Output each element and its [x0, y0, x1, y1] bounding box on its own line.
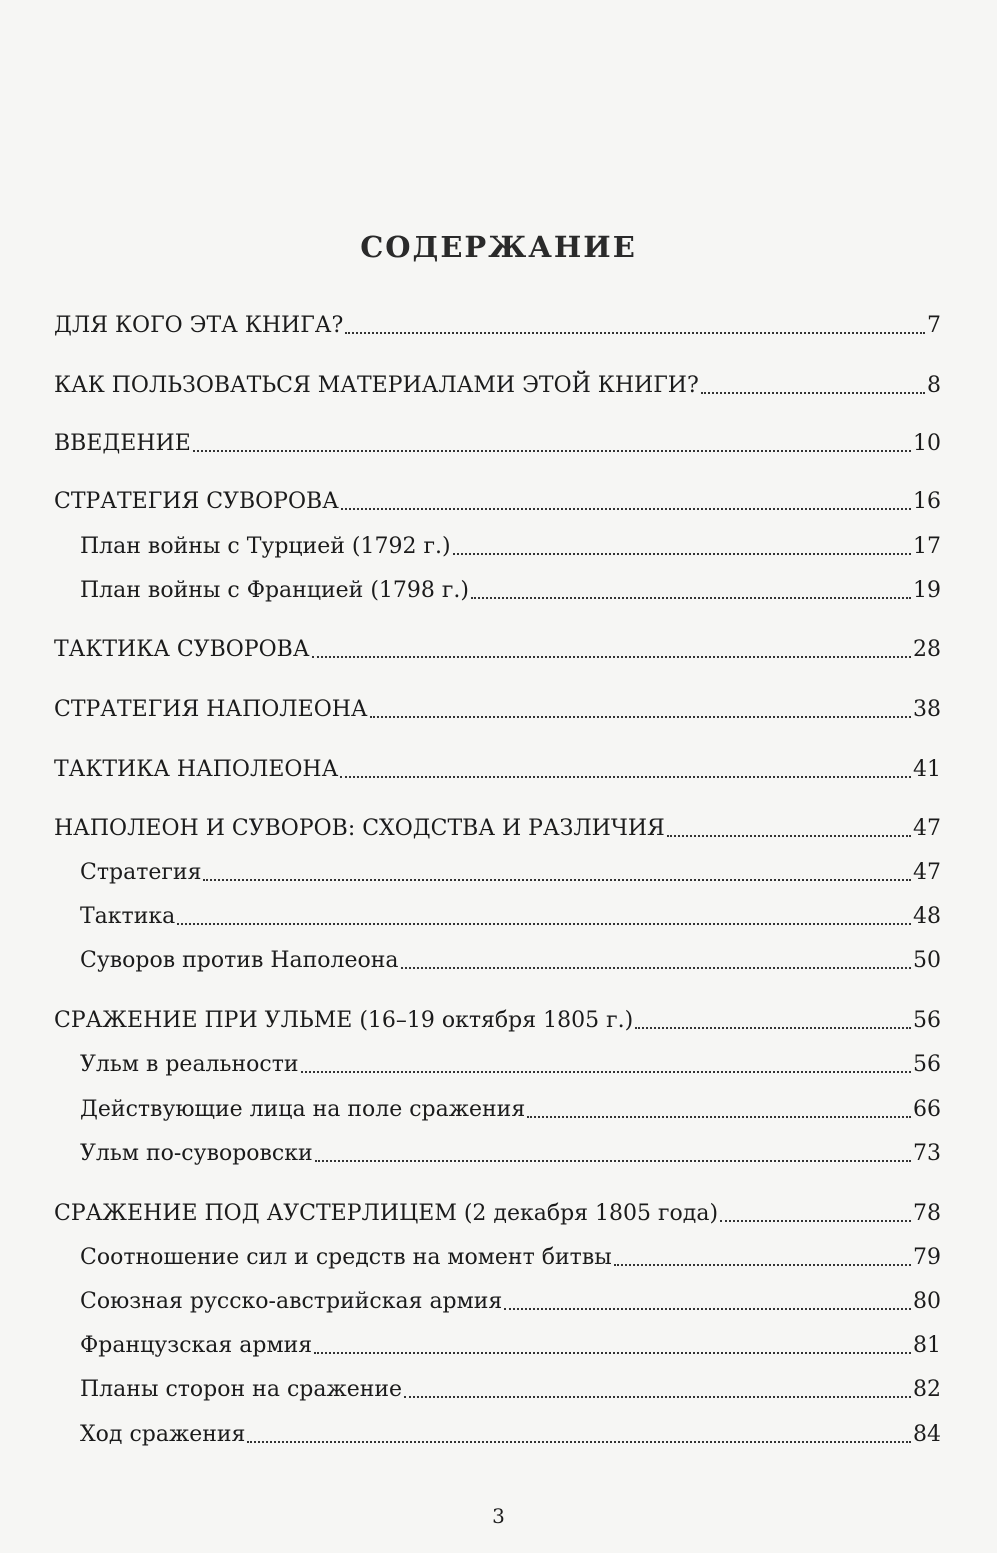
dot-leader — [720, 1220, 911, 1222]
toc-entry-page: 79 — [913, 1245, 941, 1270]
toc-entry-label: СТРАТЕГИЯ НАПОЛЕОНА — [54, 697, 368, 722]
toc-entry — [54, 1007, 941, 1035]
toc-entry-label: КАК ПОЛЬЗОВАТЬСЯ МАТЕРИАЛАМИ ЭТОЙ КНИГИ? — [54, 373, 699, 398]
dot-leader — [404, 1396, 911, 1398]
toc-entry-page: 50 — [913, 948, 941, 973]
dot-leader — [635, 1027, 911, 1029]
toc-entry — [54, 488, 941, 516]
page-number: 3 — [492, 1504, 505, 1528]
dot-leader — [315, 1160, 911, 1162]
toc-entry-label: Тактика — [80, 904, 176, 929]
toc-entry-label: ТАКТИКА СУВОРОВА — [54, 637, 310, 662]
toc-entry — [54, 815, 941, 843]
toc-entry-page: 56 — [913, 1052, 941, 1077]
toc-entry-label: ТАКТИКА НАПОЛЕОНА — [54, 757, 339, 782]
toc-subentry — [80, 1140, 941, 1168]
toc-entry-page: 7 — [927, 313, 941, 338]
toc-entry-label: Стратегия — [80, 860, 202, 885]
toc-entry-page: 28 — [913, 637, 941, 662]
toc-entry-label: Соотношение сил и средств на момент битвы — [80, 1245, 612, 1270]
dot-leader — [340, 776, 911, 778]
toc-entry-page: 48 — [913, 904, 941, 929]
toc-entry-page: 56 — [913, 1008, 941, 1033]
toc-entry-page: 80 — [913, 1289, 941, 1314]
dot-leader — [345, 332, 925, 334]
toc-entry-label: Ульм в реальности — [80, 1052, 299, 1077]
toc-subentry — [80, 1051, 941, 1079]
toc-subentry — [80, 1244, 941, 1272]
toc-subentry — [80, 533, 941, 561]
toc-entry-label: СРАЖЕНИЕ ПОД АУСТЕРЛИЦЕМ (2 декабря 1805 года) — [54, 1201, 719, 1226]
dot-leader — [301, 1071, 911, 1073]
dot-leader — [177, 923, 911, 925]
dot-leader — [453, 553, 911, 555]
toc-entry-page: 81 — [913, 1333, 941, 1358]
toc-subentry — [80, 577, 941, 605]
toc-entry-label: Ульм по-суворовски — [80, 1141, 313, 1166]
toc-entry-page: 19 — [913, 578, 941, 603]
toc-entry-page: 82 — [913, 1377, 941, 1402]
toc-entry-label: Планы сторон на сражение — [80, 1377, 403, 1402]
toc-entry — [54, 1200, 941, 1228]
toc-subentry — [80, 1376, 941, 1404]
toc-entry-label: Суворов против Наполеона — [80, 948, 399, 973]
dot-leader — [527, 1116, 911, 1118]
toc-subentry — [80, 947, 941, 975]
dot-leader — [614, 1264, 911, 1266]
page-title: СОДЕРЖАНИЕ — [360, 230, 637, 264]
toc-subentry — [80, 1421, 941, 1449]
toc-entry-label: Французская армия — [80, 1333, 313, 1358]
toc-subentry — [80, 859, 941, 887]
toc-entry-label: СТРАТЕГИЯ СУВОРОВА — [54, 489, 339, 514]
toc-subentry — [80, 903, 941, 931]
toc-entry-page: 47 — [913, 816, 941, 841]
toc-subentry — [80, 1288, 941, 1316]
toc-entry-label: СРАЖЕНИЕ ПРИ УЛЬМЕ (16–19 октября 1805 г.) — [54, 1008, 634, 1033]
dot-leader — [193, 450, 911, 452]
toc-entry-label: ДЛЯ КОГО ЭТА КНИГА? — [54, 313, 344, 338]
dot-leader — [341, 508, 911, 510]
toc-entry — [54, 312, 941, 340]
toc-entry — [54, 372, 941, 400]
dot-leader — [203, 879, 911, 881]
toc-entry-page: 84 — [913, 1422, 941, 1447]
toc-entry-page: 66 — [913, 1097, 941, 1122]
toc-entry-page: 41 — [913, 757, 941, 782]
toc-entry-page: 47 — [913, 860, 941, 885]
toc-entry-page: 8 — [927, 373, 941, 398]
toc-entry-page: 78 — [913, 1201, 941, 1226]
toc-entry-label: Действующие лица на поле сражения — [80, 1097, 526, 1122]
toc-entry-page: 73 — [913, 1141, 941, 1166]
toc-entry-label: Союзная русско-австрийская армия — [80, 1289, 503, 1314]
toc-entry — [54, 430, 941, 458]
toc-entry-label: ВВЕДЕНИЕ — [54, 431, 191, 456]
toc-entry-page: 16 — [913, 489, 941, 514]
dot-leader — [370, 716, 911, 718]
toc-entry-label: НАПОЛЕОН И СУВОРОВ: СХОДСТВА И РАЗЛИЧИЯ — [54, 816, 665, 841]
toc-entry-label: План войны с Турцией (1792 г.) — [80, 534, 451, 559]
toc-entry — [54, 696, 941, 724]
toc-entry-page: 17 — [913, 534, 941, 559]
dot-leader — [401, 967, 911, 969]
dot-leader — [667, 835, 911, 837]
toc-entry — [54, 636, 941, 664]
dot-leader — [701, 392, 925, 394]
toc-entry-label: План войны с Францией (1798 г.) — [80, 578, 469, 603]
toc-entry-page: 38 — [913, 697, 941, 722]
dot-leader — [314, 1352, 911, 1354]
dot-leader — [247, 1441, 911, 1443]
dot-leader — [312, 656, 911, 658]
dot-leader — [504, 1308, 911, 1310]
toc-entry-page: 10 — [913, 431, 941, 456]
toc-subentry — [80, 1096, 941, 1124]
toc-entry — [54, 756, 941, 784]
toc-subentry — [80, 1332, 941, 1360]
dot-leader — [471, 597, 911, 599]
toc-entry-label: Ход сражения — [80, 1422, 246, 1447]
